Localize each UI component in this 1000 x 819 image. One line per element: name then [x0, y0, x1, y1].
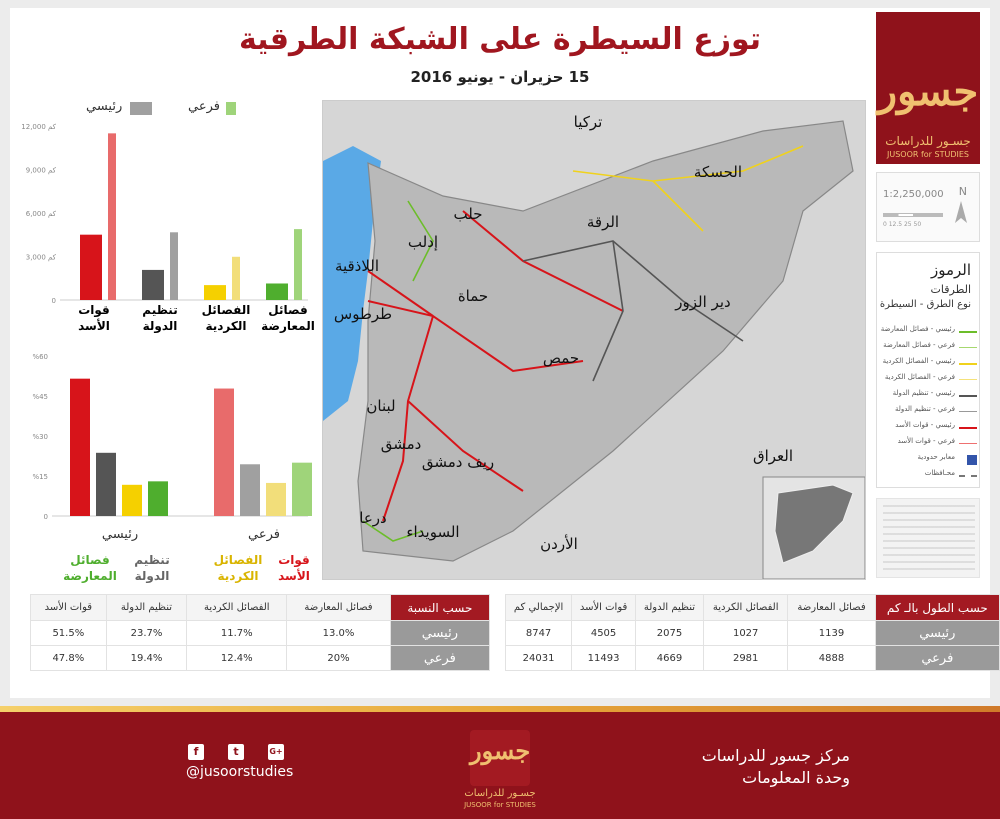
- legend-title: الرموز: [930, 261, 971, 279]
- legend-item-label: معابر حدودية: [917, 453, 955, 461]
- syria-map: [322, 100, 866, 580]
- footer-logo-ar: جسـور للدراسات: [464, 788, 536, 799]
- y-tick-label: %60: [32, 353, 48, 361]
- twitter-icon[interactable]: t: [228, 744, 244, 760]
- table-row: فرعي 20% 12.4% 19.4% 47.8%: [31, 646, 490, 671]
- col-total: الإجمالي كم: [506, 595, 572, 621]
- legend-opp: فصائل المعارضة: [63, 553, 117, 583]
- legend-item-swatch: [959, 363, 977, 365]
- bar-main-3: [266, 283, 288, 300]
- legend-item-label: رئيسي - الفصائل الكردية: [882, 357, 955, 365]
- legend-item-label: فرعي - تنظيم الدولة: [894, 405, 955, 413]
- legend-item: [881, 469, 977, 483]
- brand-logo: [876, 12, 980, 164]
- bar-sub-3: [294, 229, 302, 300]
- table-length: [505, 594, 1000, 671]
- bar-pct-0-1: [96, 453, 116, 516]
- legend-item: [881, 357, 977, 371]
- legend-item-swatch: [959, 427, 977, 429]
- legend-item-label: فرعي - الفصائل الكردية: [884, 373, 955, 381]
- col-kurd: الفصائل الكردية: [704, 595, 788, 621]
- googleplus-icon[interactable]: G+: [268, 744, 284, 760]
- legend-item-swatch: [959, 379, 977, 380]
- scale-box: [876, 172, 980, 242]
- label-deir: دير الزور: [675, 293, 731, 311]
- table-row: رئيسي 13.0% 11.7% 23.7% 51.5%: [31, 621, 490, 646]
- bar-sub-0: [108, 133, 116, 300]
- chart-length: [12, 120, 312, 310]
- bar-pct-1-1: [240, 464, 260, 516]
- legend-sub-label: فرعي: [188, 99, 220, 114]
- scale-ratio: 1:2,250,000: [883, 189, 944, 200]
- legend-item-swatch: [959, 443, 977, 444]
- legend-isis: تنظيم الدولة: [134, 553, 170, 583]
- facebook-icon[interactable]: f: [188, 744, 204, 760]
- label-hama: حماة: [457, 287, 489, 305]
- logo-name-ar: جسـور للدراسات: [885, 134, 971, 148]
- footer-logo: [470, 730, 530, 786]
- legend-main-label: رئيسي: [86, 99, 123, 114]
- bar-pct-0-2: [122, 485, 142, 516]
- bar-main-0: [80, 235, 102, 300]
- cat-kurd: الفصائل الكردية: [201, 303, 251, 333]
- y-tick-label: 9,000 كم: [25, 166, 56, 175]
- label-turkey: تركيا: [573, 113, 603, 131]
- label-damascus: دمشق: [380, 435, 422, 453]
- logo-mark: جسور: [877, 68, 979, 115]
- table-row: رئيسي 1139 1027 2075 4505 8747: [506, 621, 1000, 646]
- legend-assad: قوات الأسد: [278, 553, 310, 583]
- legend-item: [881, 453, 977, 467]
- label-homs: حمص: [542, 349, 580, 367]
- legend-item-swatch: [959, 347, 977, 348]
- disclaimer-text-lines: [883, 505, 975, 571]
- label-idlib: إدلب: [407, 233, 439, 251]
- col-isis: تنظيم الدولة: [106, 595, 187, 621]
- north-arrow-icon: [953, 201, 969, 225]
- bar-sub-2: [232, 257, 240, 300]
- bar-pct-1-0: [214, 389, 234, 516]
- legend-item-swatch: [959, 475, 977, 477]
- label-sweida: السويداء: [406, 523, 460, 541]
- label-tartus: طرطوس: [333, 305, 393, 323]
- col-assad: قوات الأسد: [31, 595, 107, 621]
- y-tick-label: 0: [43, 513, 48, 521]
- bar-main-1: [142, 270, 164, 300]
- category-label: رئيسي: [101, 527, 139, 542]
- y-tick-label: %15: [32, 473, 48, 481]
- table-percent: [30, 594, 490, 671]
- footer-logo-mark: جسور: [470, 736, 531, 765]
- col-kurd: الفصائل الكردية: [187, 595, 287, 621]
- col-opp: فصائل المعارضة: [287, 595, 390, 621]
- cat-opp: فصائل المعارضة: [261, 303, 315, 333]
- legend-item: [881, 373, 977, 387]
- label-aleppo: حلب: [453, 205, 483, 223]
- legend-item-label: رئيسي - تنظيم الدولة: [892, 389, 955, 397]
- label-rif: ريف دمشق: [421, 453, 495, 471]
- legend-kurd: الفصائل الكردية: [213, 553, 263, 583]
- legend-swatch-sub: [226, 102, 236, 115]
- label-lebanon: لبنان: [366, 397, 396, 415]
- legend-swatch-main: [130, 102, 152, 115]
- bar-pct-0-0: [70, 379, 90, 516]
- table-percent-title: حسب النسبة: [390, 595, 489, 621]
- label-latakia: اللاذقية: [334, 257, 380, 275]
- footer-unit: وحدة المعلومات: [742, 768, 850, 787]
- footer: [0, 712, 1000, 819]
- y-tick-label: 6,000 كم: [25, 210, 56, 218]
- legend-item-label: رئيسي - قوات الأسد: [895, 421, 955, 429]
- y-tick-label: %30: [32, 433, 48, 441]
- footer-logo-en: JUSOOR for STUDIES: [464, 801, 536, 809]
- legend-subtitle2: نوع الطرق - السيطرة: [879, 299, 971, 310]
- bar-sub-1: [170, 232, 178, 300]
- category-label: فرعي: [248, 527, 280, 542]
- legend-subtitle1: الطرقات: [930, 283, 971, 296]
- disclaimer-note: [876, 498, 980, 578]
- logo-name-en: JUSOOR for STUDIES: [886, 150, 969, 159]
- col-isis: تنظيم الدولة: [635, 595, 703, 621]
- y-tick-label: 0: [51, 297, 56, 305]
- charts-panel: [12, 92, 315, 592]
- legend-item: [881, 405, 977, 419]
- legend-item-swatch: [959, 395, 977, 397]
- bar-pct-0-3: [148, 481, 168, 516]
- table-length-title: حسب الطول بالـ كم: [875, 595, 999, 621]
- label-hasakah: الحسكة: [693, 163, 743, 181]
- footer-handle[interactable]: @jusoorstudies: [186, 764, 294, 780]
- legend-item: [881, 341, 977, 355]
- label-iraq: العراق: [752, 447, 794, 465]
- y-tick-label: 12,000 كم: [21, 123, 56, 131]
- label-raqqa: الرقة: [586, 213, 620, 231]
- map-legend: [876, 252, 980, 488]
- col-opp: فصائل المعارضة: [788, 595, 875, 621]
- legend-item-label: رئيسي - فصائل المعارضة: [880, 325, 955, 333]
- scale-bar: [883, 213, 943, 217]
- legend-item-label: فرعي - قوات الأسد: [897, 437, 955, 445]
- legend-item: [881, 389, 977, 403]
- chart-percent: [12, 348, 312, 548]
- scale-ticks: 0 12.5 25 50: [883, 221, 922, 228]
- page-title: توزع السيطرة على الشبكة الطرقية: [238, 22, 762, 57]
- bar-main-2: [204, 285, 226, 300]
- legend-item-label: فرعي - فصائل المعارضة: [883, 341, 955, 349]
- legend-item-swatch: [967, 455, 977, 465]
- north-label: N: [958, 185, 967, 198]
- page-subtitle: 15 حزيران - يونيو 2016: [410, 68, 590, 86]
- legend-item: [881, 325, 977, 339]
- legend-item-swatch: [959, 331, 977, 333]
- bar-pct-1-3: [292, 463, 312, 516]
- table-row: فرعي 4888 2981 4669 11493 24031: [506, 646, 1000, 671]
- legend-item-label: محـافظات: [924, 469, 955, 477]
- legend-item: [881, 437, 977, 451]
- cat-assad: قوات الأسد: [78, 303, 110, 333]
- cat-isis: تنظيم الدولة: [142, 303, 178, 333]
- legend-item: [881, 421, 977, 435]
- label-daraa: درعا: [359, 509, 387, 527]
- bar-pct-1-2: [266, 483, 286, 516]
- footer-org: مركز جسور للدراسات: [701, 746, 850, 765]
- label-jordan: الأردن: [540, 535, 578, 553]
- y-tick-label: 3,000 كم: [25, 253, 56, 262]
- legend-item-swatch: [959, 411, 977, 412]
- col-assad: قوات الأسد: [572, 595, 636, 621]
- y-tick-label: %45: [32, 393, 48, 401]
